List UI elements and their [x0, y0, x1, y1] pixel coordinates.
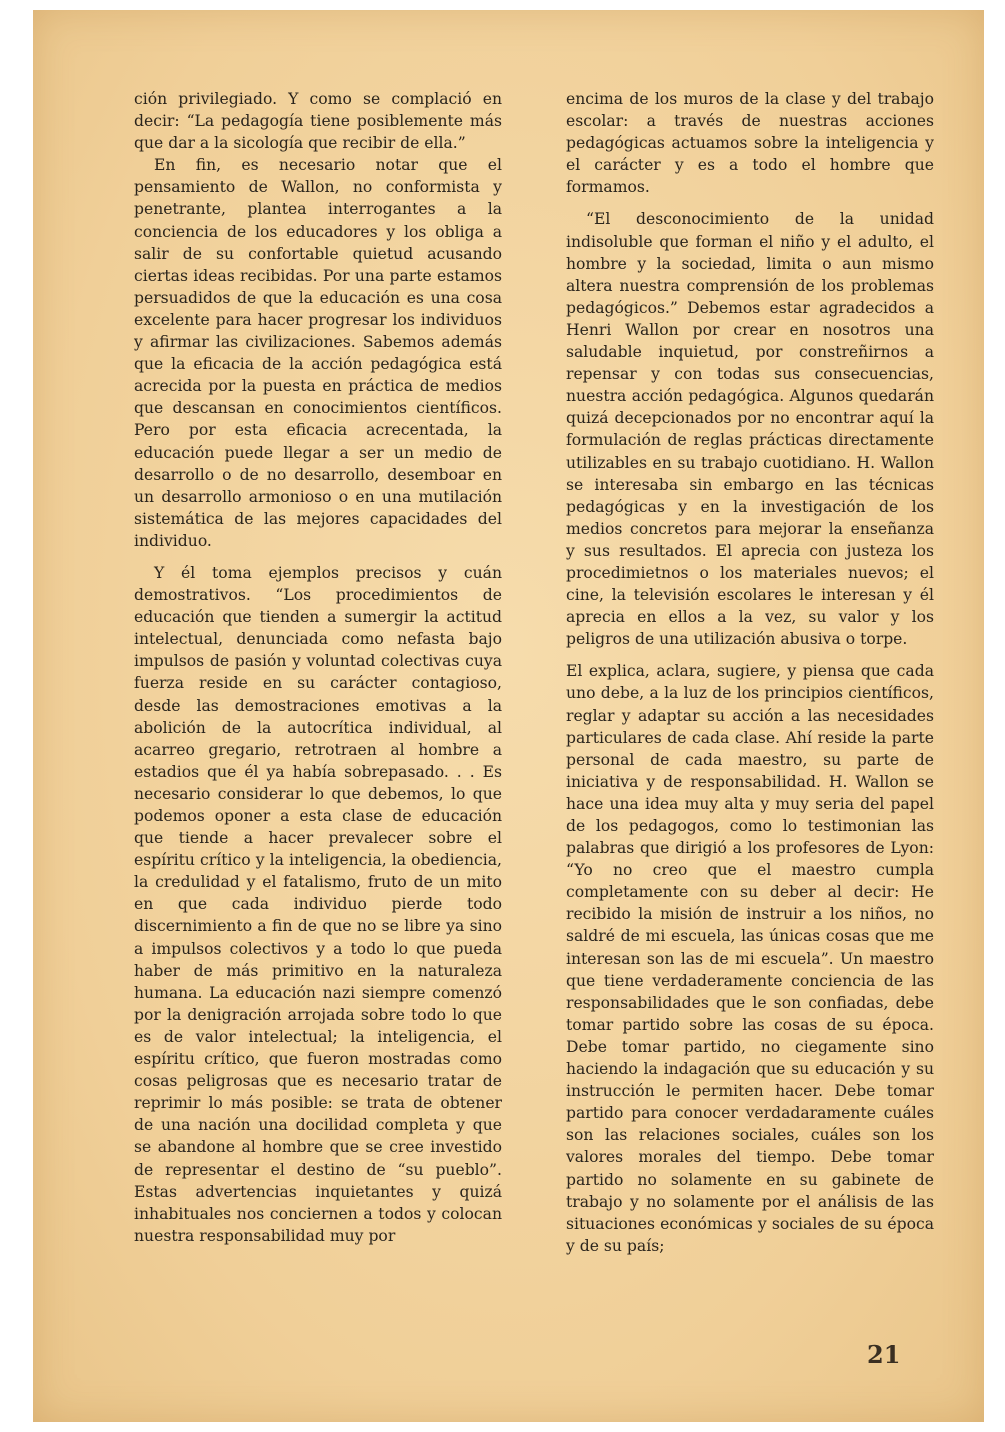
book-page: [33, 10, 984, 1422]
paragraph: encima de los muros de la clase y del trabajo escolar: a través de nuestras acciones pedagógicas actuamos sobre la inteligencia y el carácter y es a todo el hombre que formamos.: [566, 90, 934, 197]
paragraph: Y él toma ejemplos precisos y cuán demostrativos. “Los procedimientos de educación que tienden a sumergir la actitud intelectual, denunciada como nefasta bajo impulsos de pasión y voluntad colectivas cuya fuerza reside en su carácter contagioso, desde las demostraciones emotivas a la abolición de la autocrítica individual, al acarreo gregario, retrotraen al hombre a estadios que él ya había sobrepasado. . . Es necesario considerar lo que debemos, lo que podemos oponer a esta clase de educación que tiende a hacer prevalecer sobre el espíritu crítico y la inteligencia, la obediencia, la credulidad y el fatalismo, fruto de un mito en que cada individuo pierde todo discernimiento a fin de que no se libre ya sino a impulsos colectivos y a todo lo que pueda haber de más primitivo en la naturaleza humana. La educación nazi siempre comenzó por la denigración arrojada sobre todo lo que es de valor intelectual; la inteligencia, el espíritu crítico, que fueron mostradas como cosas peligrosas que es necesario tratar de reprimir lo más posible: se trata de obtener de una nación una docilidad completa y que se abandone al hombre que se cree investido de representar el destino de “su pueblo”. Estas advertencias inquietantes y quizá inhabituales nos conciernen a todos y colocan nuestra responsabilidad muy por: [134, 563, 502, 1245]
paragraph: “El desconocimiento de la unidad indisoluble que forman el niño y el adulto, el hombre y la sociedad, limita o aun mismo altera nuestra comprensión de los problemas pedagógicos.” Debemos estar agradecidos a Henri Wallon por crear en nosotros una saludable inquietud, por constreñirnos a repensar y con todas sus consecuencias, nuestra acción pedagógica. Algunos quedarán quizá decepcionados por no encontrar aquí la formulación de reglas prácticas directamente utilizables en su trabajo cuotidiano. H. Wallon se interesaba sin embargo en las técnicas pedagógicas y en la investigación de los medios concretos para mejorar la enseñanza y sus resultados. El aprecia con justeza los procedimietnos o los materiales nuevos; el cine, la televisión escolares le interesan y él aprecia en ellos a la vez, su valor y los peligros de una utilización abusiva o torpe.: [566, 210, 934, 649]
page-number: 21: [867, 1340, 901, 1369]
right-column: [566, 88, 934, 1257]
paragraph: El explica, aclara, sugiere, y piensa que cada uno debe, a la luz de los principios científicos, reglar y adaptar su acción a las necesidades particulares de cada clase. Ahí reside la parte personal de cada maestro, su parte de iniciativa y de responsabilidad. H. Wallon se hace una idea muy alta y muy seria del papel de los pedagogos, como lo testimonian las palabras que dirigió a los profesores de Lyon: “Yo no creo que el maestro cumpla completamente con su deber al decir: He recibido la misión de instruir a los niños, no saldré de mi escuela, las únicas cosas que me interesan son las de mi escuela”. Un maestro que tiene verdaderamente conciencia de las responsabilidades que le son confiadas, debe tomar partido sobre las cosas de su época. Debe tomar partido, no ciegamente sino haciendo la indagación que su educación y su instrucción le permiten hacer. Debe tomar partido para conocer verdadaramente cuáles son las relaciones sociales, cuáles son los valores morales del tiempo. Debe tomar partido no solamente en su gabinete de trabajo y no solamente por el análisis de las situaciones económicas y sociales de su época y de su país;: [566, 662, 934, 1255]
left-column: [134, 88, 502, 1247]
paragraph: En fin, es necesario notar que el pensamiento de Wallon, no conformista y penetrante, plantea interrogantes a la conciencia de los educadores y los obliga a salir de su confortable quietud acusando ciertas ideas recibidas. Por una parte estamos persuadidos de que la educación es una cosa excelente para hacer progresar los individuos y afirmar las civilizaciones. Sabemos además que la eficacia de la acción pedagógica está acrecida por la puesta en práctica de medios que descansan en conocimientos científicos. Pero por esta eficacia acrecentada, la educación puede llegar a ser un medio de desarrollo o de no desarrollo, desemboar en un desarrollo armonioso o en una mutilación sistemática de las mejores capacidades del individuo.: [134, 156, 502, 550]
paragraph: ción privilegiado. Y como se complació en decir: “La pedagogía tiene posiblemente más que dar a la sicología que recibir de ella.”: [134, 90, 502, 153]
